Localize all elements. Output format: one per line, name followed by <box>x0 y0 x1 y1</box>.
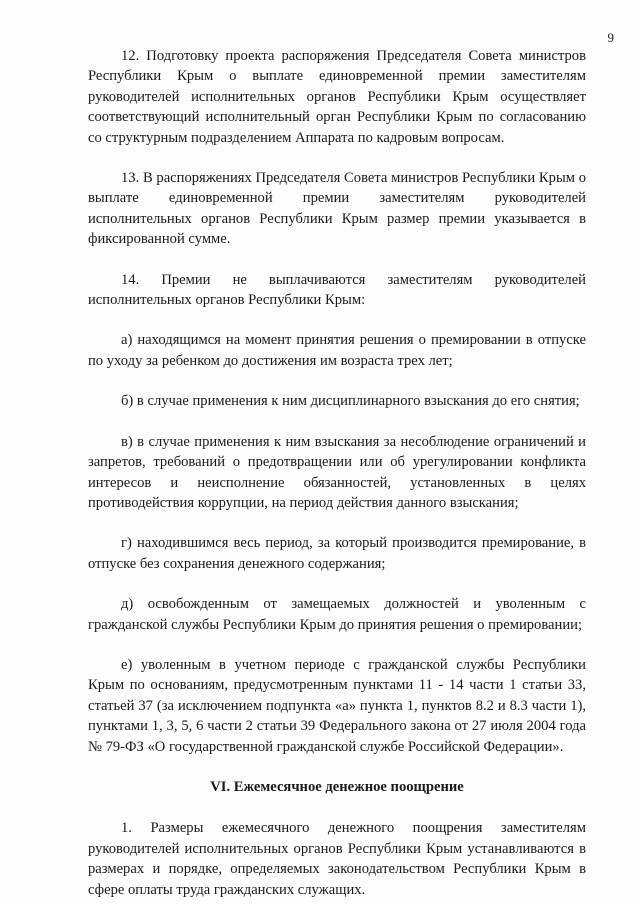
subparagraph-g: г) находившимся весь период, за который производится премирование, в отпуске без сохранения денежного содержания; <box>88 535 586 572</box>
paragraph-12: 12. Подготовку проекта распоряжения Председателя Совета министров Республики Крым о выплате единовременной премии заместителям руководителей исполнительных органов Республики Крым осуществляет соответствующий исполнительный орган Республики Крым по согласованию со структурным подразделением Аппарата по кадровым вопросам. <box>88 48 586 146</box>
section-vi-paragraph-1: 1. Размеры ежемесячного денежного поощрения заместителям руководителей исполнительных органов Республики Крым устанавливаются в размерах и порядке, определяемых законодательством Республики Крым в сфере оплаты труда гражданских служащих. <box>88 820 586 898</box>
subparagraph-e: е) уволенным в учетном периоде с гражданской службы Республики Крым по основаниям, предусмотренным пунктами 11 - 14 части 1 статьи 33, статьей 37 (за исключением подпункта «а» пункта 1, пунктов 8.2 и 8.3 части 1), пунктами 1, 3, 5, 6 части 2 статьи 39 Федерального закона от 27 июля 2004 года № 79-ФЗ «О государственной гражданской службе Российской Федерации». <box>88 656 586 755</box>
subparagraph-v: в) в случае применения к ним взыскания за несоблюдение ограничений и запретов, требований о предотвращении или об урегулировании конфликта интересов и неисполнение обязанностей, установленных в целях противодействия коррупции, на период действия данного взыскания; <box>88 433 586 511</box>
subparagraph-a-text: а) находящимся на момент принятия решения о премировании в отпуске по уходу за ребенком до достижения им возраста трех лет; <box>88 332 586 369</box>
subparagraph-d: д) освобожденным от замещаемых должностей и уволенным с гражданской службы Республики Крым до принятия решения о премировании; <box>88 596 586 633</box>
paragraph-14: 14. Премии не выплачиваются заместителям руководителей исполнительных органов Республики Крым: <box>88 271 586 309</box>
document-body <box>88 46 586 920</box>
subparagraph-a <box>88 330 586 371</box>
subparagraph-b: б) в случае применения к ним дисциплинарного взыскания до его снятия; <box>121 393 580 410</box>
paragraph-13: 13. В распоряжениях Председателя Совета министров Республики Крым о выплате единовременной премии заместителям руководителей исполнительных органов Республики Крым размер премии указывается в фиксированной сумме. <box>88 170 586 248</box>
page-number: 9 <box>607 30 614 45</box>
section-heading: VI. Ежемесячное денежное поощрение <box>210 778 464 795</box>
